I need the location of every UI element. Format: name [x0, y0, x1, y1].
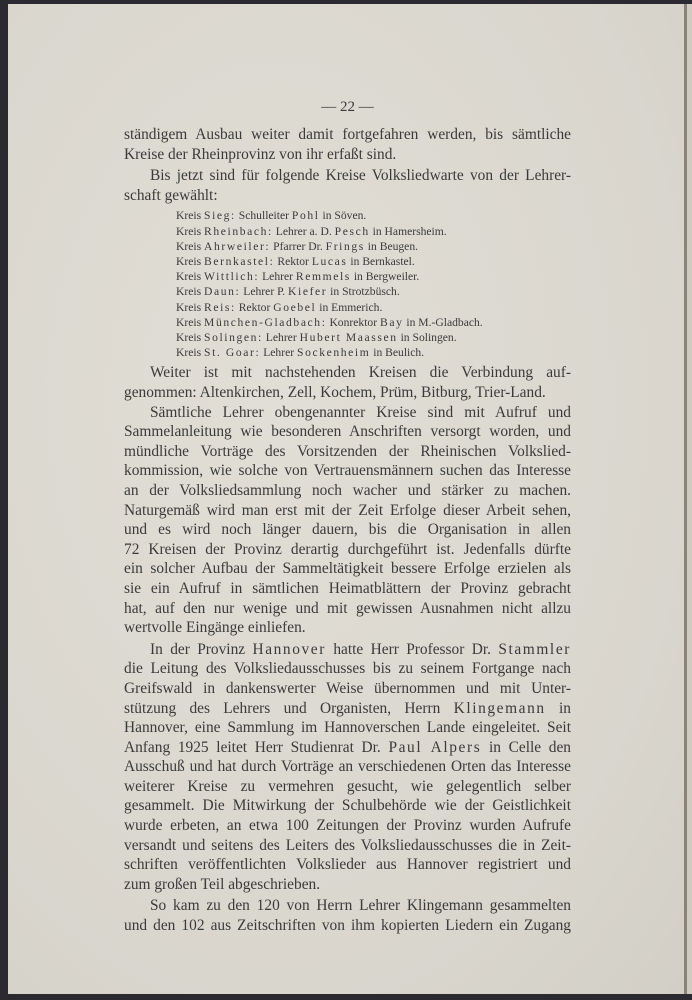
text-line: Naturgemäß wird man erst mit der Zeit Erfolge dieser Arbeit sehen,: [124, 501, 571, 519]
place-text: in Bergweiler.: [353, 270, 420, 284]
list-item: [176, 345, 571, 360]
spaced-name: Klingemann: [453, 699, 546, 717]
role-text: Schulleiter: [238, 209, 290, 223]
kreis-label: Kreis: [176, 331, 202, 344]
list-item: [176, 315, 571, 330]
paragraph-6: [124, 896, 571, 935]
spaced-name: Paul Alpers: [388, 738, 482, 756]
text-line: versandt und seitens des Leiters des Volksliedausschusses die in Zeit-: [124, 836, 571, 854]
kreis-name: Reis:: [204, 300, 236, 314]
role-text: Konrektor: [329, 315, 378, 329]
person-name: Pesch: [334, 224, 370, 238]
spaced-name: Hannover: [252, 640, 326, 658]
kreis-label: Kreis: [176, 239, 202, 253]
paragraph-1: [124, 125, 571, 164]
kreis-label: Kreis: [176, 346, 202, 360]
page-number: — 22 —: [321, 99, 374, 115]
text-line: an der Volksliedsammlung noch wacher und stärker zu machen.: [124, 481, 571, 499]
place-text: in Beugen.: [367, 239, 419, 253]
text-line: Bis jetzt sind für folgende Kreise Volksliedwarte von der Lehrer-: [150, 167, 571, 185]
text-line: weiterer Kreise zu vermehren gesucht, wie gelegentlich selber: [124, 777, 571, 795]
text-line: Kreise der Rheinprovinz von ihr erfaßt sind.: [124, 145, 397, 163]
role-text: Lehrer a. D.: [275, 224, 332, 238]
list-item: [176, 224, 571, 239]
kreis-label: Kreis: [176, 285, 202, 299]
text-line: kommission, wie solche von Vertrauensmännern suchen das Interesse: [124, 462, 571, 480]
text-run: in: [559, 699, 571, 717]
text-line: [124, 640, 571, 660]
paragraph-5: [124, 640, 571, 895]
text-run: in Celle den: [488, 738, 572, 756]
text-line: schaft gewählt:: [124, 186, 218, 204]
kreis-label: Kreis: [176, 300, 202, 314]
text-line: Greifswald in dankenswerter Weise übernommen und mit Unter-: [124, 679, 571, 697]
text-line: schriften veröffentlichten Volkslieder aus Hannover registriert und: [124, 856, 571, 874]
kreis-name: Rheinbach:: [204, 224, 273, 238]
text-line: ständigem Ausbau weiter damit fortgefahren werden, bis sämtliche: [124, 126, 571, 143]
person-name: Sockenheim: [297, 346, 371, 360]
role-text: Rektor: [238, 300, 271, 314]
text-line: [124, 738, 571, 758]
place-text: in Solingen.: [400, 331, 457, 344]
person-name: Goebel: [273, 300, 317, 314]
place-text: in Hamersheim.: [372, 224, 447, 238]
kreis-label: Kreis: [176, 315, 202, 329]
text-line: wurde erbeten, an etwa 100 Zeitungen der Provinz wurden Aufrufe: [124, 817, 571, 835]
kreis-name: Solingen:: [204, 331, 263, 344]
list-item: [176, 239, 571, 254]
list-item: [176, 284, 571, 299]
text-run: hatte Herr Professor Dr.: [333, 640, 491, 658]
kreis-label: Kreis: [176, 254, 202, 268]
volksliedwarte-list: [176, 208, 571, 360]
text-run: In der Provinz: [150, 640, 246, 658]
kreis-name: St. Goar:: [204, 346, 261, 360]
kreis-label: Kreis: [176, 270, 202, 284]
text-line: ein solcher Aufbau der Sammeltätigkeit bessere Erfolge erzielen als: [124, 560, 571, 578]
text-line: Sämtliche Lehrer obengenannter Kreise sind mit Aufruf und: [150, 403, 571, 421]
person-name: Bay: [380, 315, 404, 329]
text-line: sie ein Aufruf in sämtlichen Heimatblättern der Provinz gebracht: [124, 579, 571, 597]
spaced-name: Stammler: [498, 640, 571, 658]
text-line: Hannover, eine Sammlung im Hannoverschen Lande eingeleitet. Seit: [124, 719, 571, 737]
text-line: [124, 699, 571, 719]
text-line: zum großen Teil abgeschrieben.: [124, 875, 321, 893]
person-name: Pohl: [291, 209, 320, 223]
role-text: Lehrer P.: [243, 285, 286, 299]
text-line: genommen: Altenkirchen, Zell, Kochem, Prüm, Bitburg, Trier-Land.: [124, 384, 546, 401]
text-line: Ausschuß und hat durch Vorträge an verschiedenen Orten das Interesse: [124, 758, 571, 776]
list-item: [176, 208, 571, 223]
text-line: So kam zu den 120 von Herrn Lehrer Klingemann gesammelten: [150, 897, 571, 915]
list-item: [176, 330, 571, 345]
list-item: [176, 254, 571, 269]
text-line: wertvolle Eingänge einliefen.: [124, 619, 306, 637]
kreis-label: Kreis: [176, 224, 202, 238]
person-name: Remmels: [295, 270, 351, 284]
text-line: 72 Kreisen der Provinz derartig durchgeführt ist. Jedenfalls dürfte: [124, 540, 571, 558]
place-text: in Beulich.: [373, 346, 425, 360]
text-line: Sammelanleitung wie besonderen Anschriften versorgt worden, und: [124, 423, 571, 441]
kreis-name: München-Gladbach:: [204, 315, 327, 329]
kreis-name: Ahrweiler:: [204, 239, 271, 253]
text-line: gesammelt. Die Mitwirkung der Schulbehörde wie der Geistlichkeit: [124, 797, 571, 815]
text-line: und den 102 aus Zeitschriften von ihm kopierten Liedern ein Zugang: [124, 917, 571, 935]
person-name: Kiefer: [288, 285, 328, 299]
text-run: Anfang 1925 leitet Herr Studienrat Dr.: [124, 738, 381, 756]
role-text: Lehrer: [265, 331, 297, 344]
role-text: Rektor: [277, 254, 309, 268]
role-text: Pfarrer Dr.: [273, 239, 323, 253]
person-name: Frings: [325, 239, 365, 253]
place-text: in Strotzbüsch.: [330, 285, 400, 299]
role-text: Lehrer: [263, 346, 295, 360]
text-run: stützung des Lehrers und Organisten, Herrn: [124, 699, 441, 717]
text-line: mündliche Vorträge des Vorsitzenden der Rheinischen Volkslied-: [124, 442, 571, 460]
place-text: in M.-Gladbach.: [406, 315, 483, 329]
kreis-name: Sieg:: [204, 209, 236, 223]
body-text: [124, 125, 571, 936]
paragraph-3: [124, 363, 571, 402]
page-edge: [687, 4, 692, 994]
paragraph-2: [124, 166, 571, 205]
text-line: und es wird noch länger dauern, bis die Organisation in allen: [124, 521, 571, 539]
text-line: die Leitung des Volksliedausschusses bis zu seinem Fortgange nach: [124, 660, 571, 678]
kreis-name: Bernkastel:: [204, 254, 275, 268]
text-line: Weiter ist mit nachstehenden Kreisen die Verbindung auf-: [150, 364, 571, 382]
kreis-name: Wittlich:: [204, 270, 260, 284]
kreis-label: Kreis: [176, 209, 202, 223]
paragraph-4: [124, 403, 571, 638]
person-name: Lucas: [311, 254, 348, 268]
place-text: in Bernkastel.: [350, 254, 415, 268]
place-text: in Emmerich.: [319, 300, 383, 314]
place-text: in Söven.: [322, 209, 367, 223]
list-item: [176, 269, 571, 284]
list-item: [176, 300, 571, 315]
role-text: Lehrer: [262, 270, 293, 284]
text-line: hat, auf den nur wenige und mit gewissen Ausnahmen nicht allzu: [124, 599, 571, 617]
person-name: Hubert Maassen: [299, 331, 398, 344]
kreis-name: Daun:: [204, 285, 241, 299]
